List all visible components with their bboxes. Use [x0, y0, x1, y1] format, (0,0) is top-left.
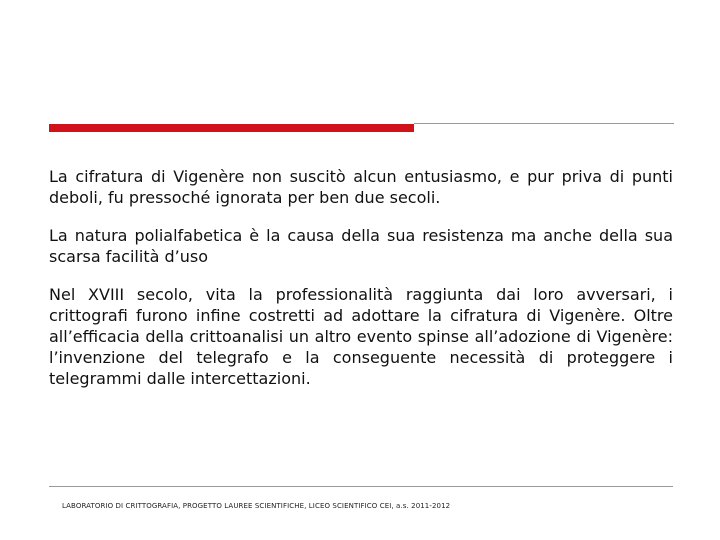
paragraph-1: La cifratura di Vigenère non suscitò alcun entusiasmo, e pur priva di punti deboli, fu pressoché ignorata per ben due secoli.	[49, 167, 673, 207]
title-divider-line	[414, 123, 674, 124]
footer-divider-line	[49, 486, 673, 487]
paragraph-2: La natura polialfabetica è la causa della sua resistenza ma anche della sua scarsa facilità d’uso	[49, 226, 673, 266]
paragraph-3: Nel XVIII secolo, vita la professionalità raggiunta dai loro avversari, i crittografi furono infine costretti ad adottare la cifratura di Vigenère. Oltre all’efficacia della crittoanalisi un altro evento spinse all’adozione di Vigenère: l’invenzione del telegrafo e la conseguente necessità di proteggere i telegrammi dalle intercettazioni.	[49, 285, 673, 388]
title-accent-bar	[49, 124, 414, 132]
slide-body	[49, 166, 673, 406]
footer-text: LABORATORIO DI CRITTOGRAFIA, PROGETTO LAUREE SCIENTIFICHE, LICEO SCIENTIFICO CEI, a.s. 2011-2012	[62, 502, 451, 510]
